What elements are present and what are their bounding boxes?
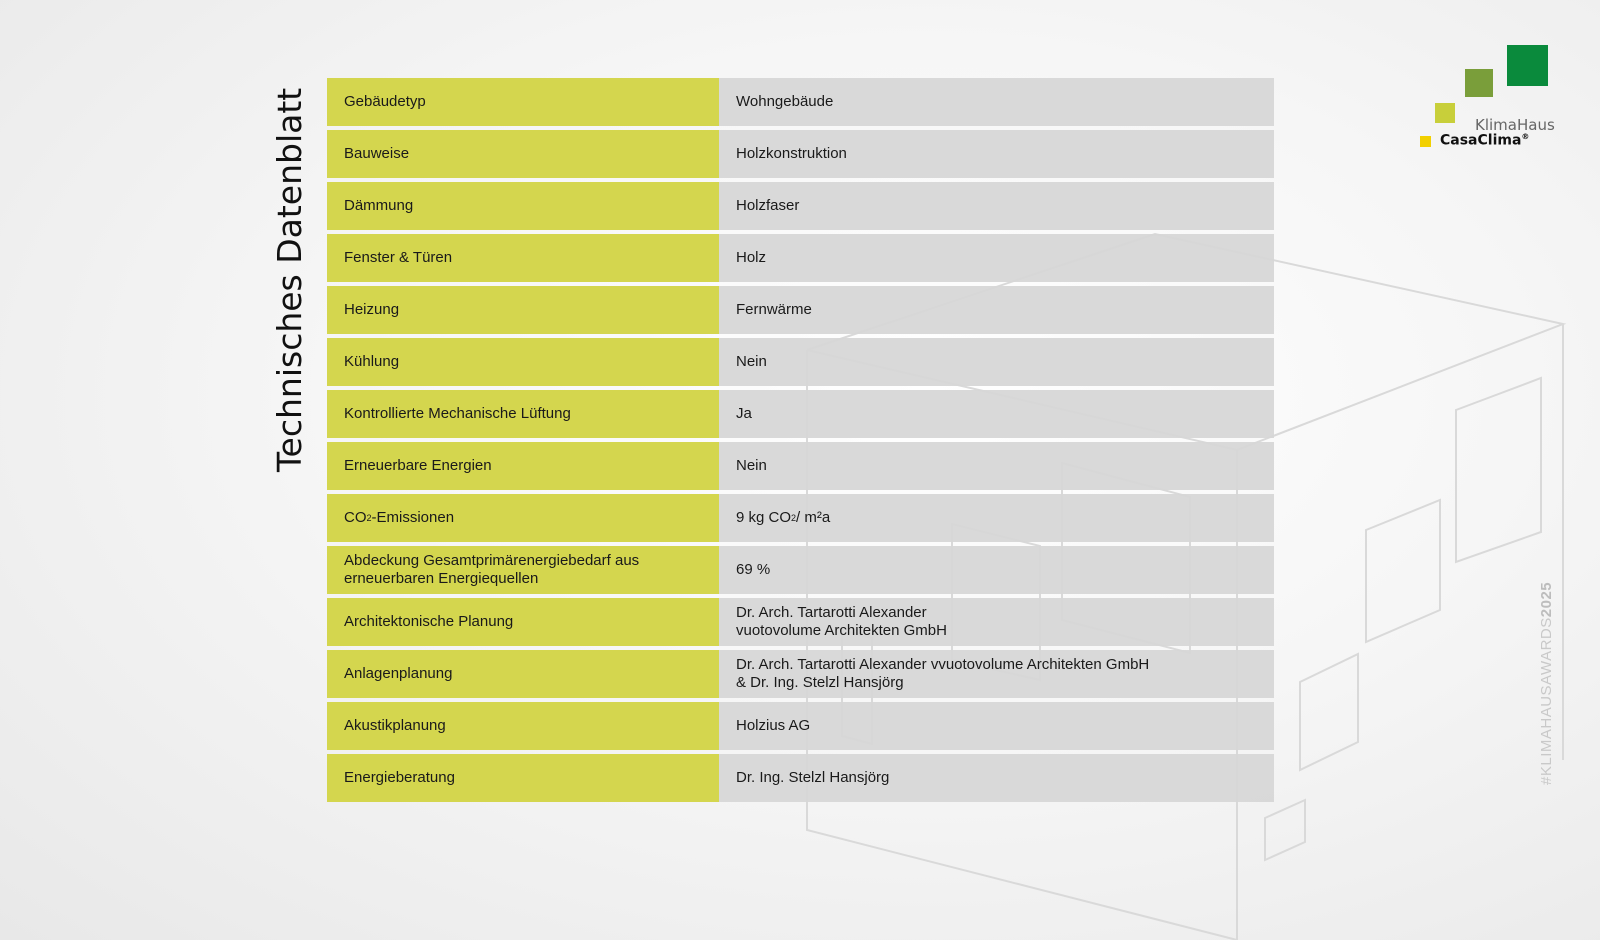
row-value: Ja xyxy=(719,390,1274,438)
data-sheet-table xyxy=(327,78,1274,806)
logo-square-mid-green xyxy=(1465,69,1493,97)
page-title: Technisches Datenblatt xyxy=(270,87,309,472)
row-label-line2: erneuerbaren Energiequellen xyxy=(344,570,539,587)
logo-text-klimahaus: KlimaHaus xyxy=(1475,116,1555,134)
co2-value-prefix: 9 kg CO xyxy=(736,509,792,526)
row-label: Heizung xyxy=(327,286,719,334)
row-value: Dr. Ing. Stelzl Hansjörg xyxy=(719,754,1274,802)
co2-label-suffix: -Emissionen xyxy=(371,509,455,526)
table-row xyxy=(327,390,1274,438)
table-row xyxy=(327,78,1274,126)
logo-text-casaclima xyxy=(1440,132,1529,149)
row-label: Fenster & Türen xyxy=(327,234,719,282)
table-row xyxy=(327,702,1274,750)
row-value: Holzius AG xyxy=(719,702,1274,750)
row-value: 69 % xyxy=(719,546,1274,594)
row-value: Fernwärme xyxy=(719,286,1274,334)
hashtag-awards xyxy=(1538,582,1555,785)
table-row xyxy=(327,338,1274,386)
row-label: Gebäudetyp xyxy=(327,78,719,126)
table-row xyxy=(327,546,1274,594)
row-label: Anlagenplanung xyxy=(327,650,719,698)
row-value-line1: Dr. Arch. Tartarotti Alexander xyxy=(736,604,927,621)
row-label: Bauweise xyxy=(327,130,719,178)
row-value: Holz xyxy=(719,234,1274,282)
row-label: Erneuerbare Energien xyxy=(327,442,719,490)
row-value: Wohngebäude xyxy=(719,78,1274,126)
row-label: Kühlung xyxy=(327,338,719,386)
table-row xyxy=(327,234,1274,282)
row-label xyxy=(327,546,719,594)
row-value: Holzfaser xyxy=(719,182,1274,230)
row-value: Nein xyxy=(719,338,1274,386)
row-label-line1: Abdeckung Gesamtprimärenergiebedarf aus xyxy=(344,552,640,569)
table-row xyxy=(327,130,1274,178)
table-row xyxy=(327,442,1274,490)
row-value: Holzkonstruktion xyxy=(719,130,1274,178)
table-row xyxy=(327,650,1274,698)
row-value-line1: Dr. Arch. Tartarotti Alexander vvuotovolume Architekten GmbH xyxy=(736,656,1150,673)
table-row xyxy=(327,494,1274,542)
row-value-line2: vuotovolume Architekten GmbH xyxy=(736,622,947,639)
row-value-co2: 9 kg CO 2 / m²a xyxy=(719,494,1274,542)
row-label: Energieberatung xyxy=(327,754,719,802)
co2-value-suffix: / m²a xyxy=(796,509,831,526)
row-value xyxy=(719,598,1274,646)
logo-square-yellow-green xyxy=(1435,103,1455,123)
logo-square-dark-green xyxy=(1507,45,1548,86)
row-label: Akustikplanung xyxy=(327,702,719,750)
hashtag-year: 2025 xyxy=(1538,581,1555,618)
table-row xyxy=(327,754,1274,802)
logo-casaclima-word: CasaClima xyxy=(1440,132,1522,149)
logo-registered-mark: ® xyxy=(1521,132,1530,141)
row-label: Kontrollierte Mechanische Lüftung xyxy=(327,390,719,438)
row-value xyxy=(719,650,1274,698)
row-label-co2: CO 2 -Emissionen xyxy=(327,494,719,542)
row-label: Dämmung xyxy=(327,182,719,230)
row-value-line2: & Dr. Ing. Stelzl Hansjörg xyxy=(736,674,904,691)
row-label: Architektonische Planung xyxy=(327,598,719,646)
table-row xyxy=(327,598,1274,646)
co2-label-prefix: CO xyxy=(344,509,367,526)
row-value: Nein xyxy=(719,442,1274,490)
table-row xyxy=(327,286,1274,334)
table-row xyxy=(327,182,1274,230)
logo-square-yellow xyxy=(1420,136,1431,147)
hashtag-text: #KLIMAHAUSAWARDS xyxy=(1538,617,1555,785)
